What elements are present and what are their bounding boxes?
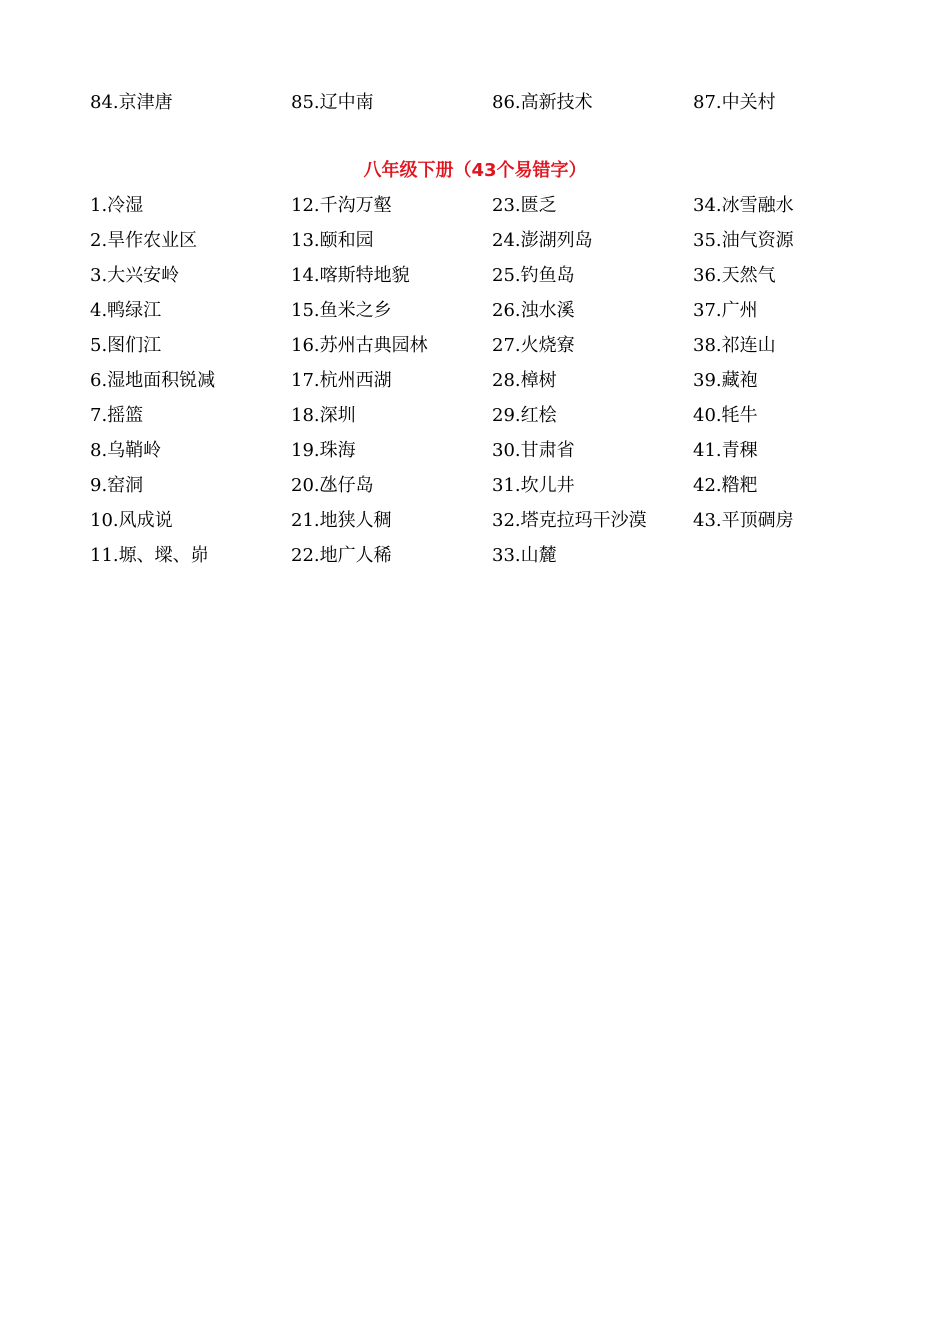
term-item: 38.祁连山 xyxy=(693,335,776,356)
term-row xyxy=(90,474,910,509)
term-row xyxy=(90,299,910,334)
term-item: 14.喀斯特地貌 xyxy=(291,265,410,286)
section-title: 八年级下册（43个易错字） xyxy=(363,160,587,181)
term-item: 1.冷湿 xyxy=(90,195,144,216)
term-item: 33.山麓 xyxy=(492,545,557,566)
term-item: 29.红桧 xyxy=(492,405,557,426)
term-item: 22.地广人稀 xyxy=(291,545,392,566)
term-row xyxy=(90,509,910,544)
term-item: 43.平顶碉房 xyxy=(693,510,794,531)
term-item: 25.钓鱼岛 xyxy=(492,265,575,286)
term-item: 32.塔克拉玛干沙漠 xyxy=(492,510,647,531)
term-item: 6.湿地面积锐减 xyxy=(90,370,216,391)
term-item: 16.苏州古典园林 xyxy=(291,335,428,356)
term-item: 84.京津唐 xyxy=(90,92,173,113)
term-item: 86.高新技术 xyxy=(492,92,593,113)
term-item: 17.杭州西湖 xyxy=(291,370,392,391)
term-item: 3.大兴安岭 xyxy=(90,265,180,286)
term-item: 87.中关村 xyxy=(693,92,776,113)
term-item: 23.匮乏 xyxy=(492,195,557,216)
term-item: 36.天然气 xyxy=(693,265,776,286)
term-item: 11.塬、墚、峁 xyxy=(90,545,209,566)
term-row-top xyxy=(90,91,910,126)
term-item: 21.地狭人稠 xyxy=(291,510,392,531)
term-row xyxy=(90,229,910,264)
term-row xyxy=(90,404,910,439)
term-item: 5.图们江 xyxy=(90,335,162,356)
term-item: 19.珠海 xyxy=(291,440,356,461)
term-item: 40.牦牛 xyxy=(693,405,758,426)
term-item: 2.旱作农业区 xyxy=(90,230,198,251)
term-item: 30.甘肃省 xyxy=(492,440,575,461)
term-item: 24.澎湖列岛 xyxy=(492,230,593,251)
term-item: 39.藏袍 xyxy=(693,370,758,391)
term-row xyxy=(90,439,910,474)
term-item: 15.鱼米之乡 xyxy=(291,300,392,321)
term-row xyxy=(90,369,910,404)
term-item: 26.浊水溪 xyxy=(492,300,575,321)
term-item: 10.风成说 xyxy=(90,510,173,531)
term-item: 31.坎儿井 xyxy=(492,475,575,496)
term-row xyxy=(90,194,910,229)
term-item: 27.火烧寮 xyxy=(492,335,575,356)
term-item: 12.千沟万壑 xyxy=(291,195,392,216)
term-item: 35.油气资源 xyxy=(693,230,794,251)
term-item: 4.鸭绿江 xyxy=(90,300,162,321)
term-item: 34.冰雪融水 xyxy=(693,195,794,216)
term-item: 42.糌粑 xyxy=(693,475,758,496)
term-item: 37.广州 xyxy=(693,300,758,321)
term-item: 18.深圳 xyxy=(291,405,356,426)
term-row xyxy=(90,544,910,579)
term-item: 7.摇篮 xyxy=(90,405,144,426)
term-item: 28.樟树 xyxy=(492,370,557,391)
term-item: 13.颐和园 xyxy=(291,230,374,251)
term-row xyxy=(90,334,910,369)
term-item: 8.乌鞘岭 xyxy=(90,440,162,461)
term-item: 9.窑洞 xyxy=(90,475,144,496)
term-item: 20.氹仔岛 xyxy=(291,475,374,496)
term-row xyxy=(90,264,910,299)
term-item: 85.辽中南 xyxy=(291,92,374,113)
term-item: 41.青稞 xyxy=(693,440,758,461)
